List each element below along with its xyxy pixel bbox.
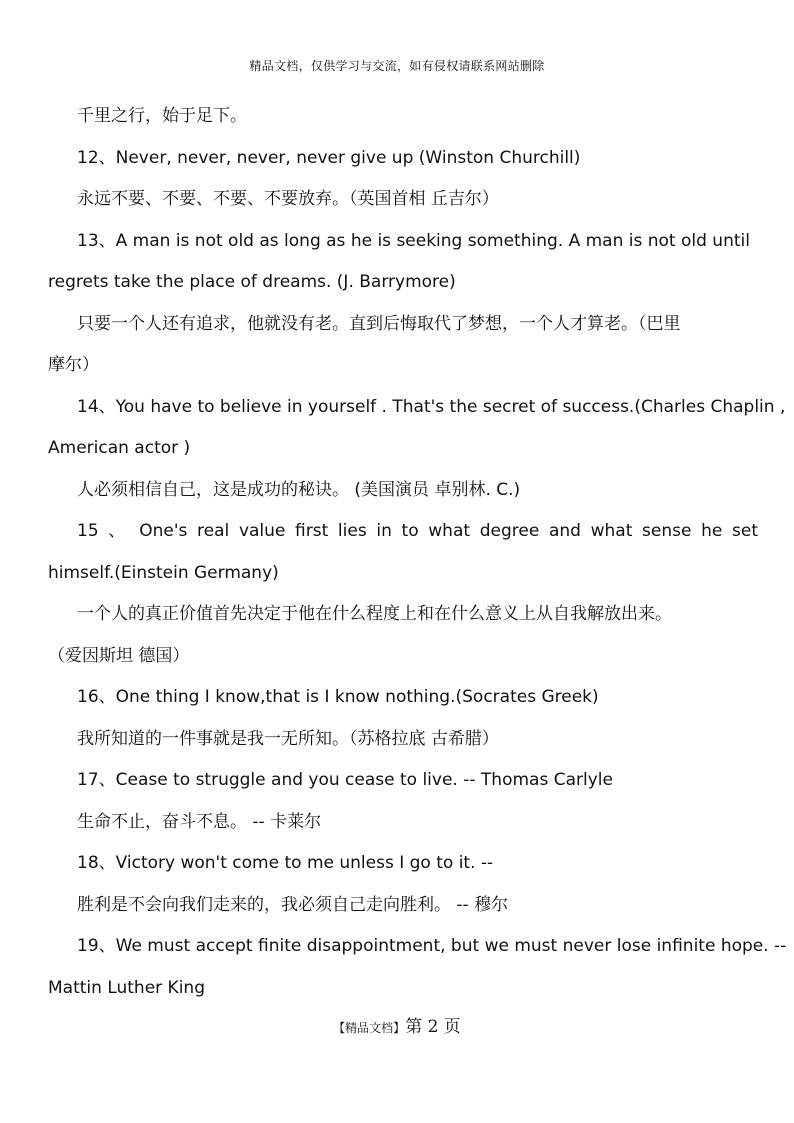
- text-line: 人必须相信自己，这是成功的秘诀。 (美国演员 卓别林. C.): [77, 479, 521, 500]
- text-line: 胜利是不会向我们走来的，我必须自己走向胜利。 -- 穆尔: [77, 894, 509, 915]
- text-line: 18、Victory won't come to me unless I go to it. --: [77, 853, 494, 873]
- text-line: 千里之行，始于足下。: [77, 106, 247, 126]
- text-line: 我所知道的一件事就是我一无所知。（苏格拉底 古希腊）: [77, 728, 499, 749]
- text-line: himself.(Einstein Germany): [48, 562, 279, 583]
- text-line: 只要一个人还有追求，他就没有老。直到后悔取代了梦想，一个人才算老。（巴里: [77, 313, 681, 334]
- text-line: （爱因斯坦 德国）: [48, 645, 190, 666]
- page-footer: [0, 1016, 794, 1039]
- text-line: 16、One thing I know,that is I know nothing.(Socrates Greek): [77, 687, 599, 707]
- text-line: 一个人的真正价值首先决定于他在什么程度上和在什么意义上从自我解放出来。: [77, 604, 672, 624]
- footer-tag: 【精品文档】: [333, 1021, 406, 1035]
- text-line: 生命不止，奋斗不息。 -- 卡莱尔: [77, 811, 322, 832]
- text-line: Mattin Luther King: [48, 977, 205, 998]
- text-line: 12、Never, never, never, never give up (Winston Churchill): [77, 147, 581, 168]
- text-line: 14、You have to believe in yourself . That's the secret of success.(Charles Chaplin ,: [77, 396, 786, 417]
- text-line: American actor ): [48, 438, 191, 458]
- text-line: 永远不要、不要、不要、不要放弃。（英国首相 丘吉尔）: [77, 189, 499, 209]
- document-body: [48, 96, 787, 1009]
- page-header-notice: 精品文档，仅供学习与交流，如有侵权请联系网站删除: [249, 59, 545, 73]
- text-line: 17、Cease to struggle and you cease to live. -- Thomas Carlyle: [77, 770, 613, 790]
- page-number: 第 2 页: [405, 1017, 461, 1037]
- text-line: 15 、 One's real value first lies in to what degree and what sense he set: [77, 521, 758, 541]
- text-line: 摩尔）: [48, 355, 99, 375]
- text-line: regrets take the place of dreams. (J. Barrymore): [48, 272, 456, 292]
- text-line: 19、We must accept finite disappointment, but we must never lose infinite hope. --: [77, 936, 787, 956]
- text-line: 13、A man is not old as long as he is seeking something. A man is not old until: [77, 230, 750, 251]
